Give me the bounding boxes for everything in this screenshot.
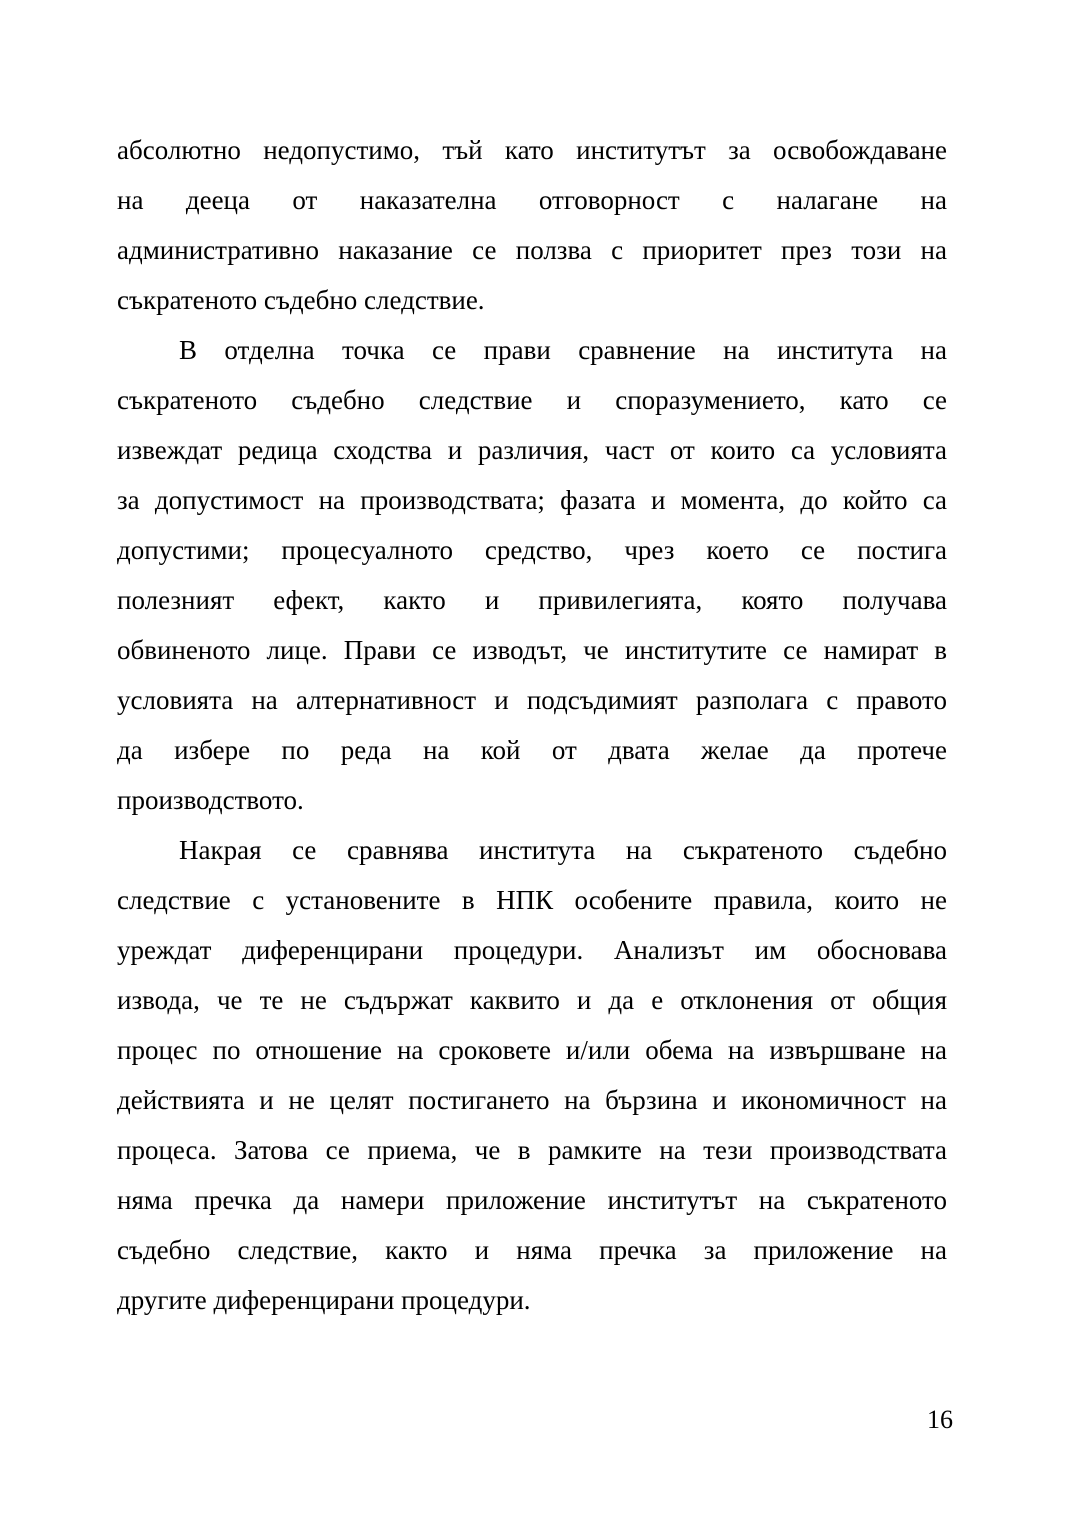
page-number: 16 [927,1405,953,1434]
paragraph [117,825,947,1325]
text-line: извода, че те не съдържат каквито и да е отклонения от общия [117,985,947,1015]
text-line: за допустимост на производствата; фазата и момента, до който са [117,485,947,515]
text-line: на дееца от наказателна отговорност с налагане на [117,185,947,215]
text-line: полезният ефект, както и привилегията, която получава [117,585,947,615]
text-block [117,125,947,1325]
text-line: В отделна точка се прави сравнение на института на [179,335,947,365]
text-line: обвиненото лице. Прави се изводът, че институтите се намират в [117,635,947,665]
text-line: административно наказание се ползва с приоритет през този на [117,235,947,265]
paragraph [117,325,947,825]
text-line: няма пречка да намери приложение институтът на съкратеното [117,1185,947,1215]
text-line: процеса. Затова се приема, че в рамките на тези производствата [117,1135,947,1165]
text-line: абсолютно недопустимо, тъй като институтът за освобождаване [117,135,947,165]
text-line: действията и не целят постигането на бързина и икономичност на [117,1085,947,1115]
text-line: уреждат диференцирани процедури. Анализът им обосновава [117,935,947,965]
text-line: условията на алтернативност и подсъдимият разполага с правото [117,685,947,715]
text-line: съкратеното съдебно следствие и споразумението, като се [117,385,947,415]
text-line: съкратеното съдебно следствие. [117,285,485,315]
text-line: Накрая се сравнява института на съкратеното съдебно [179,835,947,865]
text-line: да избере по реда на кой от двата желае да протече [117,735,947,765]
text-line: другите диференцирани процедури. [117,1285,531,1315]
text-line: съдебно следствие, както и няма пречка за приложение на [117,1235,947,1265]
text-line: извеждат редица сходства и различия, част от които са условията [117,435,947,465]
text-line: процес по отношение на сроковете и/или обема на извършване на [117,1035,947,1065]
text-line: следствие с установените в НПК особените правила, които не [117,885,947,915]
text-line: допустими; процесуалното средство, чрез което се постига [117,535,947,565]
text-line: производството. [117,785,304,815]
paragraph [117,125,947,325]
